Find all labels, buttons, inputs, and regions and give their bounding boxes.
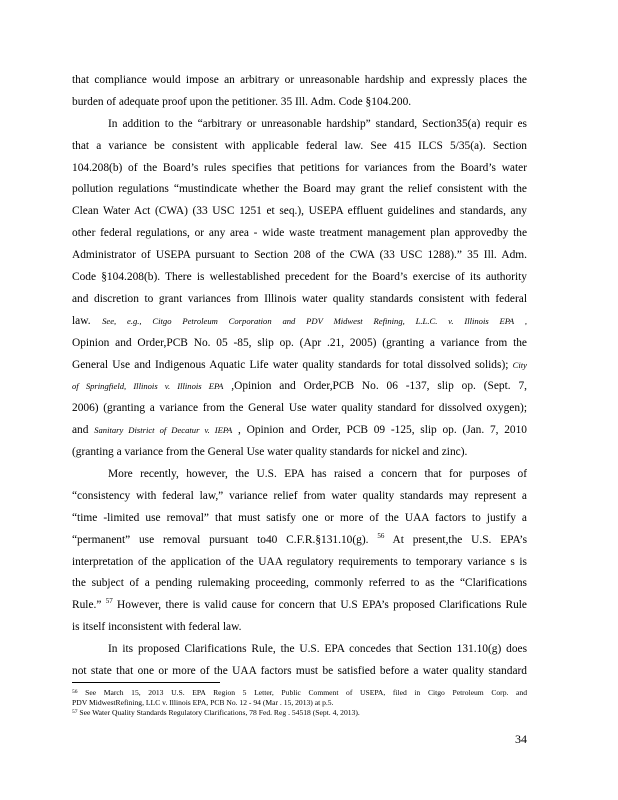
citation-lead: General Use and Indigenous Aquatic Life water quality standards for total dissolved solids); — [72, 358, 509, 371]
body-line: that a variance be consistent with applicable federal law. See 415 ILCS 5/35(a). Section — [72, 139, 527, 152]
body-text-segment: At present,the U.S. EPA’s — [392, 533, 527, 546]
body-text-segment: However, there is valid cause for concern that U.S EPA’s proposed Clarifications Rule — [117, 599, 527, 612]
body-line: Administrator of USEPA pursuant to Section 208 of the CWA (33 USC 1288).” 35 Ill. Adm. — [72, 249, 527, 262]
footnote-marker: 56 — [72, 689, 78, 695]
body-line: and discretion to grant variances from Illinois water quality standards consistent with federal — [72, 292, 527, 305]
case-citation: See, e.g., Citgo Petroleum Corporation and PDV Midwest Refining, L.L.C. v. Illinois EPA , — [102, 315, 527, 326]
body-line: In addition to the “arbitrary or unreasonable hardship” standard, Section35(a) requir es — [108, 117, 527, 130]
body-line: In its proposed Clarifications Rule, the U.S. EPA concedes that Section 131.10(g) does — [108, 643, 527, 656]
body-line: “consistency with federal law,” variance relief from water quality standards may represent a — [72, 489, 527, 502]
case-citation: City — [512, 359, 527, 370]
body-line: (granting a variance from the General Use water quality standards for nickel and zinc). — [72, 446, 468, 459]
body-line: 104.208(b) of the Board’s rules specifies that petitions for variances from the Board’s water — [72, 161, 527, 174]
case-citation: of Springfield, Illinois v. Illinois EPA — [72, 381, 224, 392]
footnote-57 — [72, 708, 527, 718]
citation-line — [72, 311, 527, 333]
body-line: burden of adequate proof upon the petitioner. 35 Ill. Adm. Code §104.200. — [72, 95, 412, 108]
footnote-56-continuation: PDV MidwestRefining, LLC v. Illinois EPA, PCB No. 12 - 94 (Mar . 15, 2013) at p.5. — [72, 697, 334, 707]
footnote-text: See March 15, 2013 U.S. EPA Region 5 Letter, Public Comment of USEPA, filed in Citgo Petroleum Corp. and — [77, 688, 527, 697]
page-number: 34 — [515, 732, 527, 746]
body-line: Clean Water Act (CWA) (33 USC 1251 et seq.), USEPA effluent guidelines and standards, any — [72, 205, 527, 218]
citation-line — [72, 376, 527, 398]
body-line: that compliance would impose an arbitrary or unreasonable hardship and expressly places the — [72, 74, 527, 86]
body-line: Opinion and Order,PCB No. 05 -85, slip op. (Apr .21, 2005) (granting a variance from the — [72, 336, 527, 349]
body-text — [72, 70, 527, 683]
body-line: interpretation of the application of the UAA regulatory requirements to temporary variance s is — [72, 555, 527, 568]
footnote-marker: 57 — [72, 708, 78, 715]
case-citation: Sanitary District of Decatur v. IEPA — [94, 425, 233, 436]
body-line: More recently, however, the U.S. EPA has raised a concern that for purposes of — [108, 468, 527, 481]
footnote-56 — [72, 688, 527, 698]
footnote-reference-57[interactable]: 57 — [105, 597, 113, 606]
citation-line — [72, 420, 527, 442]
body-line: pollution regulations “mustindicate whether the Board may grant the relief consistent with the — [72, 183, 527, 196]
citation-rest: , Opinion and Order, PCB 09 -125, slip op. (Jan. 7, 2010 — [238, 424, 527, 437]
footnote-divider — [72, 682, 220, 683]
footnote-text: See Water Quality Standards Regulatory Clarifications, 78 Fed. Reg . 54518 (Sept. 4, 2013). — [77, 707, 360, 717]
citation-line — [72, 355, 527, 377]
body-line: the subject of a pending rulemaking proceeding, commonly referred to as the “Clarifications — [72, 577, 527, 590]
body-line: 2006) (granting a variance from the General Use water quality standard for dissolved oxygen); — [72, 402, 527, 415]
footnotes — [72, 688, 527, 717]
footnote-reference-56[interactable]: 56 — [377, 531, 385, 540]
body-line: not state that one or more of the UAA factors must be satisfied before a water quality standard — [72, 665, 527, 678]
body-line: is itself inconsistent with federal law. — [72, 621, 242, 634]
body-line: “time -limited use removal” that must satisfy one or more of the UAA factors to justify a — [72, 511, 527, 524]
citation-lead: law. — [72, 314, 91, 327]
body-line: other federal regulations, or any area - wide waste treatment management plan approvedby the — [72, 227, 527, 240]
body-line-with-footnote — [72, 595, 527, 617]
citation-rest: ,Opinion and Order,PCB No. 06 -137, slip op. (Sept. 7, — [231, 380, 527, 393]
body-text-segment: “permanent” use removal pursuant to40 C.F.R.§131.10(g). — [72, 533, 369, 546]
citation-lead: and — [72, 424, 89, 437]
body-line-with-footnote — [72, 530, 527, 552]
body-line: Code §104.208(b). There is wellestablished precedent for the Board’s exercise of its authority — [72, 271, 527, 284]
body-text-segment: Rule.” — [72, 599, 102, 612]
